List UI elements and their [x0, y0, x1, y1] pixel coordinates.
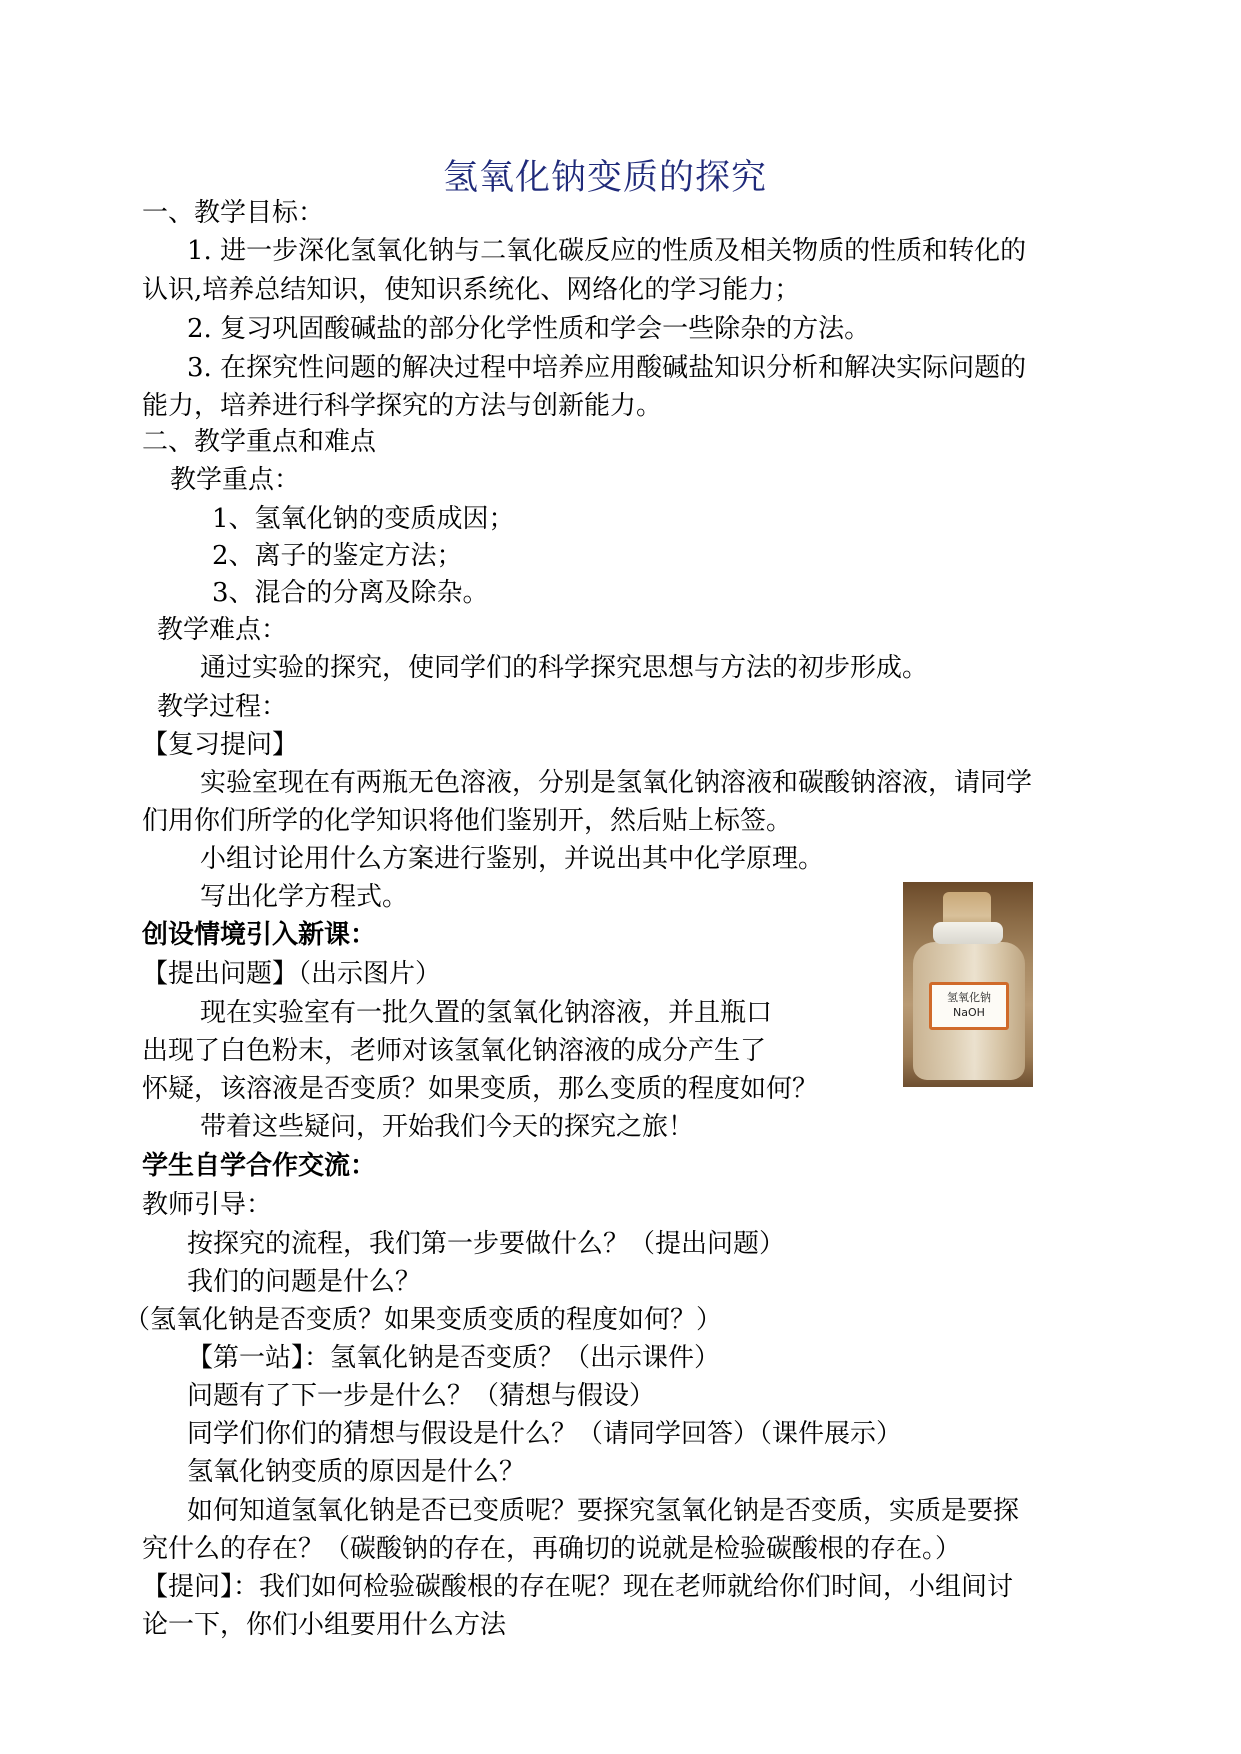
paragraph-line: 按探究的流程，我们第一步要做什么？（提出问题）	[187, 1229, 786, 1259]
subheading-key-points: 教学重点：	[170, 465, 301, 495]
paragraph-line: 认识,培养总结知识，使知识系统化、网络化的学习能力；	[142, 275, 801, 305]
paragraph-line: 我们的问题是什么？	[187, 1267, 422, 1297]
document-title: 氢氧化钠变质的探究	[442, 158, 767, 198]
heading-scenario: 创设情境引入新课：	[142, 920, 377, 950]
subheading-process: 教学过程：	[157, 692, 288, 722]
paragraph-line: 【第一站】：氢氧化钠是否变质？（出示课件）	[187, 1343, 721, 1373]
paragraph-line: 能力，培养进行科学探究的方法与创新能力。	[142, 391, 663, 421]
paragraph-line: 究什么的存在？（碳酸钠的存在，再确切的说就是检验碳酸根的存在。）	[142, 1534, 962, 1564]
heading-key-points: 二、教学重点和难点	[142, 427, 377, 457]
heading-self-study: 学生自学合作交流：	[142, 1151, 377, 1181]
paragraph-line: 论一下，你们小组要用什么方法	[142, 1610, 507, 1640]
paragraph-line: 如何知道氢氧化钠是否已变质呢？要探究氢氧化钠是否变质，实质是要探	[187, 1496, 1020, 1526]
paragraph-line: 怀疑，该溶液是否变质？如果变质，那么变质的程度如何？	[142, 1074, 819, 1104]
paragraph-line: 出现了白色粉末，老师对该氢氧化钠溶液的成分产生了	[142, 1036, 767, 1066]
paragraph-line: 【提问】：我们如何检验碳酸根的存在呢？现在老师就给你们时间，小组间讨	[142, 1572, 1014, 1602]
paragraph-line: 3. 在探究性问题的解决过程中培养应用酸碱盐知识分析和解决实际问题的	[187, 353, 1027, 383]
subheading-teacher-guide: 教师引导：	[142, 1190, 273, 1220]
paragraph-line: 通过实验的探究，使同学们的科学探究思想与方法的初步形成。	[200, 653, 929, 683]
list-item: 1、氢氧化钠的变质成因；	[212, 504, 515, 534]
paragraph-line: 同学们你们的猜想与假设是什么？（请同学回答）（课件展示）	[187, 1419, 903, 1449]
section-raise-question: 【提出问题】（出示图片）	[142, 959, 442, 989]
paragraph-line: 问题有了下一步是什么？（猜想与假设）	[187, 1381, 656, 1411]
section-review-question: 【复习提问】	[142, 730, 299, 760]
bottle-label-line1: 氢氧化钠	[947, 991, 991, 1004]
bottle-white-powder	[933, 922, 1003, 944]
bottle-label-line2: NaOH	[953, 1006, 985, 1019]
paragraph-line: 1. 进一步深化氢氧化钠与二氧化碳反应的性质及相关物质的性质和转化的	[187, 236, 1027, 266]
paragraph-line: 现在实验室有一批久置的氢氧化钠溶液，并且瓶口	[200, 998, 773, 1028]
paragraph-line: （氢氧化钠是否变质？如果变质变质的程度如何？）	[124, 1305, 723, 1335]
paragraph-line: 氢氧化钠变质的原因是什么？	[187, 1457, 526, 1487]
paragraph-line: 实验室现在有两瓶无色溶液，分别是氢氧化钠溶液和碳酸钠溶液，请同学	[200, 768, 1033, 798]
list-item: 3、混合的分离及除杂。	[212, 578, 489, 608]
heading-teaching-goals: 一、教学目标：	[142, 198, 325, 228]
subheading-difficulty: 教学难点：	[157, 615, 288, 645]
paragraph-line: 写出化学方程式。	[200, 882, 409, 912]
list-item: 2、离子的鉴定方法；	[212, 541, 463, 571]
paragraph-line: 们用你们所学的化学知识将他们鉴别开，然后贴上标签。	[142, 806, 793, 836]
naoh-bottle-photo	[903, 882, 1033, 1087]
paragraph-line: 2. 复习巩固酸碱盐的部分化学性质和学会一些除杂的方法。	[187, 314, 871, 344]
paragraph-line: 带着这些疑问，开始我们今天的探究之旅！	[200, 1112, 695, 1142]
bottle-label	[929, 982, 1009, 1030]
paragraph-line: 小组讨论用什么方案进行鉴别，并说出其中化学原理。	[200, 844, 825, 874]
